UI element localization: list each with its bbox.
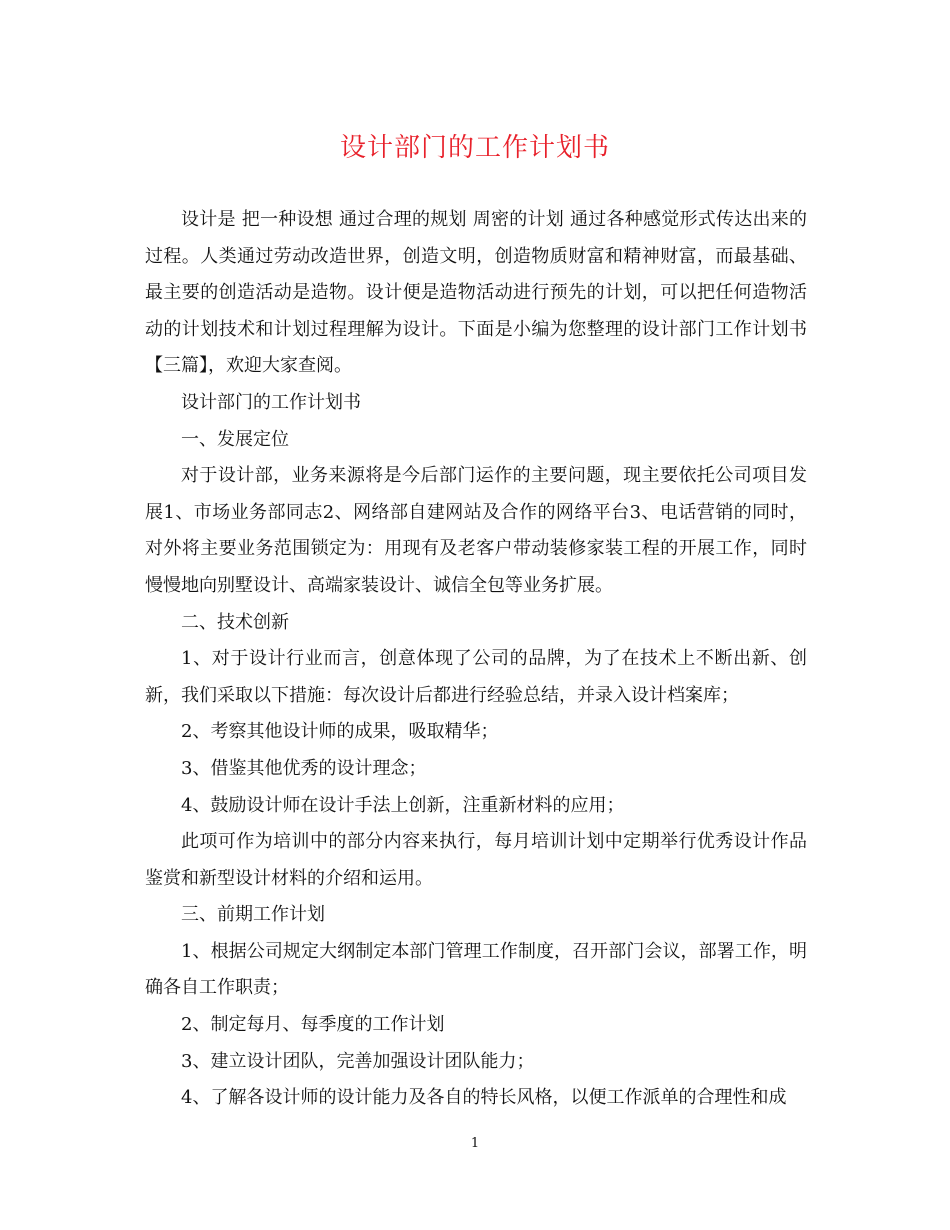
list-item: 3、借鉴其他优秀的设计理念；: [181, 757, 427, 779]
intro-paragraph: 设计是 把一种设想 通过合理的规划 周密的计划 通过各种感觉形式传达出来的过程。人类通过劳动改造世界，创造文明，创造物质财富和精神财富，而最基础、最主要的创造活动是造物。设计便是造物活动进行预先的计划，可以把任何造物活动的计划技术和计划过程理解为设计。下面是小编为您整理的设计部门工作计划书【三篇】，欢迎大家查阅。: [145, 209, 807, 377]
page-number: 1: [470, 1136, 480, 1151]
section-heading-development: 一、发展定位: [181, 428, 289, 450]
paragraph-training: 此项可作为培训中的部分内容来执行，每月培训计划中定期举行优秀设计作品鉴赏和新型设计材料的介绍和运用。: [145, 831, 807, 889]
document-title: 设计部门的工作计划书: [339, 133, 610, 163]
section-heading-innovation: 二、技术创新: [181, 611, 289, 633]
list-item: 1、对于设计行业而言，创意体现了公司的品牌，为了在技术上不断出新、创新，我们采取以下措施：每次设计后都进行经验总结，并录入设计档案库；: [145, 648, 807, 706]
paragraph-development: 对于设计部，业务来源将是今后部门运作的主要问题，现主要依托公司项目发展1、市场业务部同志2、网络部自建网站及合作的网络平台3、电话营销的同时，对外将主要业务范围锁定为：用现有及老客户带动装修家装工程的开展工作，同时慢慢地向别墅设计、高端家装设计、诚信全包等业务扩展。: [145, 465, 807, 596]
list-item: 1、根据公司规定大纲制定本部门管理工作制度，召开部门会议，部署工作，明确各自工作职责；: [145, 940, 807, 999]
list-item: 4、鼓励设计师在设计手法上创新，注重新材料的应用；: [181, 794, 625, 816]
list-item: 2、制定每月、每季度的工作计划: [181, 1014, 445, 1036]
document-body: [145, 202, 807, 1117]
list-item: 4、了解各设计师的设计能力及各自的特长风格，以便工作派单的合理性和成: [181, 1087, 787, 1109]
list-item: 3、建立设计团队，完善加强设计团队能力；: [181, 1050, 535, 1072]
list-item: 2、考察其他设计师的成果，吸取精华；: [181, 721, 499, 743]
section-heading-early-plan: 三、前期工作计划: [181, 904, 325, 926]
section-heading: 设计部门的工作计划书: [181, 391, 361, 413]
